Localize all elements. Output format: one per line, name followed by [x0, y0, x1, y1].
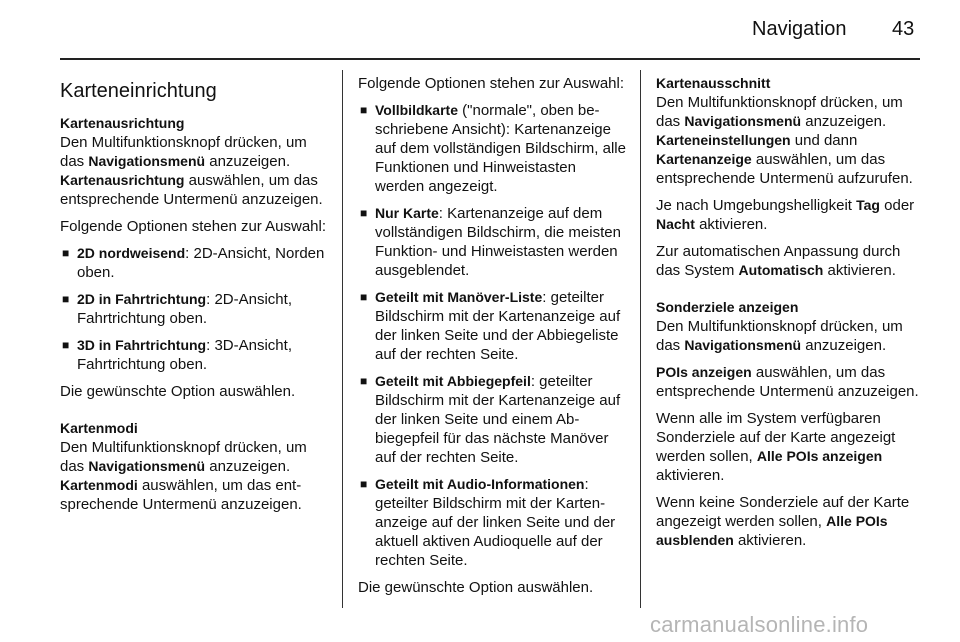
paragraph: POIs anzeigen auswählen, um das entsprechende Untermenü anzuzeigen. [656, 364, 919, 400]
subheading-pois: Sonderziele anzeigen [656, 299, 799, 315]
column-divider-2 [640, 70, 641, 608]
list-item: ■ 3D in Fahrtrichtung: 3D-Ansicht, Fahrtrichtung oben. [60, 336, 328, 374]
paragraph: Folgende Optionen stehen zur Auswahl: [358, 75, 625, 92]
paragraph: Folgende Optionen stehen zur Auswahl: [60, 218, 327, 235]
paragraph: Zur automatischen Anpassung durch das System Automatisch aktivieren. [656, 243, 901, 279]
option-list [60, 244, 328, 374]
list-item: ■ Geteilt mit Audio-Informationen: geteilter Bildschirm mit der Kartenanzeige auf der linken Seite und der aktuell aktiven Audioquelle auf der rechten Seite. [358, 475, 626, 570]
paragraph: Wenn alle im System verfügbaren Sonderziele auf der Karte angezeigt werden sollen, Alle POIs anzeigen aktivieren. [656, 410, 896, 484]
paragraph: Den Multifunktionsknopf drücken, um das Navigationsmenü anzuzeigen. Kartenausrichtung auswählen, um das entsprechende Untermenü anzuzeigen. [60, 134, 323, 208]
paragraph: Wenn keine Sonderziele auf der Karte angezeigt werden sollen, Alle POIs ausblenden aktivieren. [656, 494, 910, 549]
column-1 [60, 74, 328, 522]
subheading-map-modes: Kartenmodi [60, 420, 138, 436]
list-item: ■ Geteilt mit Manöver-Liste: geteilter Bildschirm mit der Kartenanzeige auf der linken Seite und der Abbiegeliste auf der rechten Seite. [358, 288, 626, 364]
column-2 [358, 74, 626, 605]
paragraph: Die gewünschte Option auswählen. [60, 383, 296, 400]
column-3 [656, 74, 924, 558]
page-number: 43 [892, 18, 915, 40]
watermark: carmanualsonline.info [650, 612, 869, 637]
paragraph: Den Multifunktionsknopf drücken, um das Navigationsmenü anzuzeigen. Kartenmodi auswählen, um das entsprechende Untermenü anzuzeigen. [60, 439, 307, 513]
list-item: ■ Geteilt mit Abbiegepfeil: geteilter Bildschirm mit der Kartenanzeige auf der linken Seite und einem Abbiegepfeil für das nächste Manöver auf der rechten Seite. [358, 372, 626, 467]
paragraph: Den Multifunktionsknopf drücken, um das Navigationsmenü anzuzeigen. [656, 318, 903, 354]
list-item: ■ Nur Karte: Kartenanzeige auf dem vollständigen Bildschirm, die meisten Funktion- und Hinweistasten werden ausgeblendet. [358, 204, 626, 280]
column-divider-1 [342, 70, 343, 608]
page-header [0, 14, 960, 54]
option-list [358, 101, 626, 570]
paragraph: Je nach Umgebungshelligkeit Tag oder Nacht aktivieren. [656, 197, 915, 233]
list-item: ■ 2D nordweisend: 2D-Ansicht, Norden oben. [60, 244, 328, 282]
header-divider [60, 58, 920, 60]
paragraph: Den Multifunktionsknopf drücken, um das Navigationsmenü anzuzeigen. Karteneinstellungen und dann Kartenanzeige auswählen, um das entsprechende Untermenü aufzurufen. [656, 94, 913, 187]
page-title: Navigation [752, 18, 847, 40]
paragraph: Die gewünschte Option auswählen. [358, 579, 594, 596]
list-item: ■ 2D in Fahrtrichtung: 2D-Ansicht, Fahrtrichtung oben. [60, 290, 328, 328]
section-title: Karteneinrichtung [60, 80, 217, 102]
subheading-map-section: Kartenausschnitt [656, 75, 771, 91]
subheading-map-orientation: Kartenausrichtung [60, 115, 185, 131]
list-item: ■ Vollbildkarte ("normale", oben beschriebene Ansicht): Kartenanzeige auf dem vollständigen Bildschirm, alle Funktionen und Hinweistasten werden angezeigt. [358, 101, 626, 196]
